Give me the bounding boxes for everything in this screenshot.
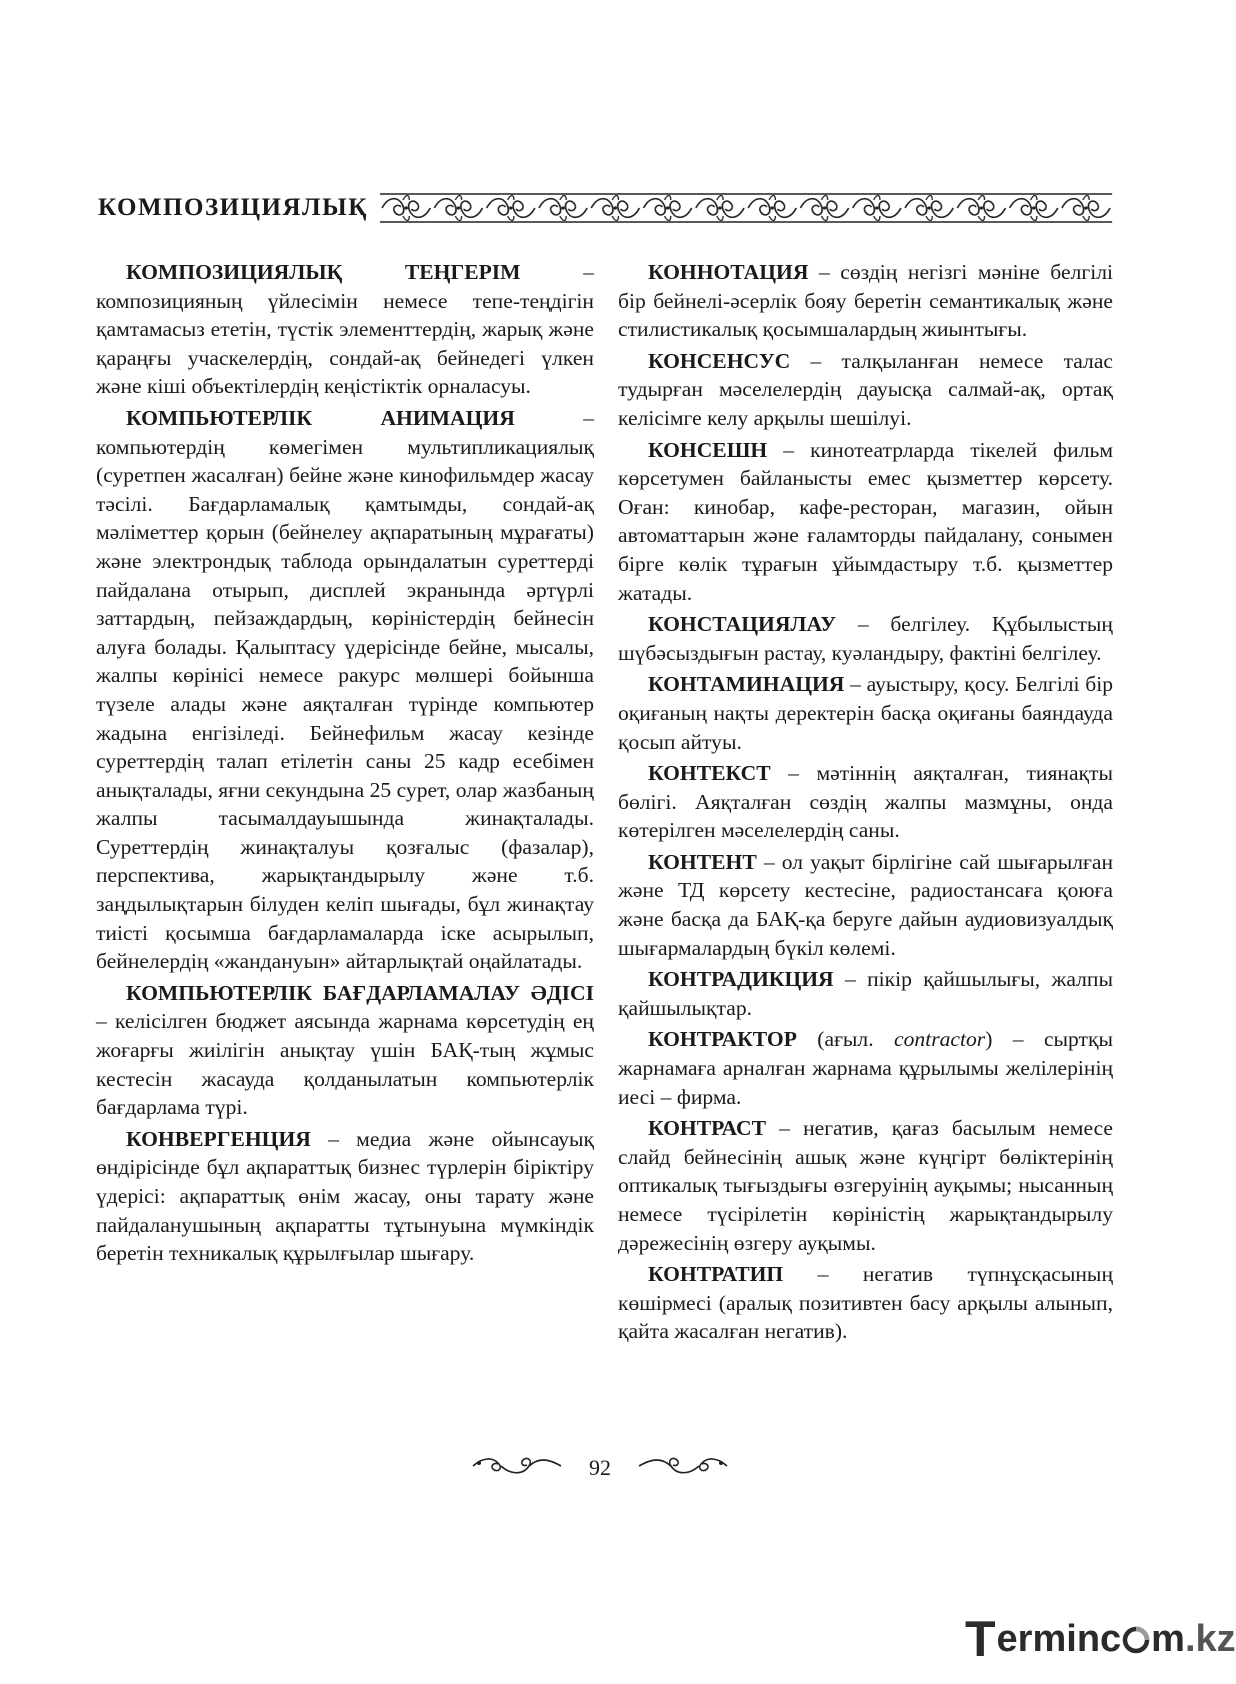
flourish-left-icon [471,1451,563,1486]
termincom-logo-icon [965,1611,1236,1667]
entry-term: КОНТРАСТ [648,1116,767,1141]
dictionary-entry [618,347,1113,433]
entry-term: КОНТРАКТОР [648,1027,797,1052]
dictionary-entry [618,1260,1113,1346]
dictionary-entry [96,404,594,976]
entry-source-prefix: (ағыл. [796,1027,895,1052]
entry-definition: – негатив түпнұсқасының көшірмесі (аралық позитивтен басу арқылы алынып, қайта жасалған негатив). [618,1262,1113,1344]
entry-definition: – келісілген бюджет аясында жарнама көрсетудің ең жоғарғы жиілігін анықтау үшін БАҚ-тың жұмыс кестесін жасауда қолданылатын компьютерлік бағдарлама түрі. [96,1009,594,1120]
entry-definition: – талқыланған немесе талас тудырған мәселелердің дауысқа салмай-ақ, ортақ келісімге келу арқылы шешілуі. [618,348,1113,430]
page-number: 92 [589,1455,611,1480]
entry-term: КОНСЕНСУС [648,348,791,373]
entry-definition: – сөздің негізгі мәніне белгілі бір бейнелі-әсерлік бояу беретін семантикалық және стилистикалық қосымшалардың жиынтығы. [618,260,1113,342]
entry-term: КОННОТАЦИЯ [648,260,809,284]
entry-definition: – белгілеу. Құбылыстың шүбәсыздығын растау, куәландыру, фактіні белгілеу. [618,612,1113,665]
watermark-t: T [965,1611,996,1667]
dictionary-entry [618,436,1113,608]
entry-term: КОНТРАДИКЦИЯ [648,967,834,992]
watermark-domain: .kz [1184,1617,1236,1660]
watermark-text: erminc [996,1617,1122,1660]
entry-term: КОНТЕНТ [648,849,757,874]
watermark-text-m: m [1151,1617,1185,1660]
entry-definition: – ауыстыру, қосу. Белгілі бір оқиғаның нақты деректерін басқа оқиғаны баяндауда қосып айтуы. [618,672,1113,754]
dictionary-entry [96,1125,594,1268]
entry-term: КОМПЬЮТЕРЛІК АНИМАЦИЯ [126,405,515,430]
entry-term: КОНТРАТИП [648,1262,784,1287]
entry-term: КОНТЕКСТ [648,761,771,786]
entry-definition: – медиа және ойынсауық өндірісінде бұл ақпараттық бизнес түрлерін біріктіру үдерісі: ақпараттық өнім жасау, оны тарату және пайдаланушының ақпаратты тұтынуына мүмкіндік беретін техникалық құрылғылар шығару. [96,1126,594,1266]
entry-definition: – композицияның үйлесімін немесе тепе-теңдігін қамтамасыз ететін, түстік элементтердің, жарық және қараңғы учаскелердің, сондай-ақ бейнедегі үлкен және кіші объектілердің кеңістіктік орналасуы. [96,260,594,399]
entry-definition: – негатив, қағаз басылым немесе слайд бейнесінің ашық және күңгірт бөліктерінің оптикалық тығыздығы өзгеруінің ауқымы; нысанның немесе түсірілетін көріністің жарықтандырылу дәрежесінің өзгеру ауқымы. [618,1116,1113,1255]
section-title: КОМПОЗИЦИЯЛЫҚ [98,194,368,221]
entry-term: КОМПОЗИЦИЯЛЫҚ ТЕҢГЕРІМ [126,260,521,284]
dictionary-entry [618,1114,1113,1257]
entry-term: КОМПЬЮТЕРЛІК БАҒДАРЛАМАЛАУ ӘДІСІ [126,980,594,1005]
watermark-o-mark [1121,1618,1151,1661]
dictionary-entry [96,979,594,1122]
dictionary-entry [618,670,1113,756]
decorative-border-icon [380,192,1112,224]
entry-definition: – ол уақыт бірлігіне сай шығарылған және ТД көрсету кестесіне, радиостансаға қоюға және басқа да БАҚ-қа беруге дайын аудиовизуалдық шығармалардың бүкіл көлемі. [618,849,1113,960]
entry-definition: ) – сыртқы жарнамаға арналған жарнама құрылымы желілерінің иесі – фирма. [618,1027,1113,1109]
right-column [618,258,1113,1349]
left-column [96,258,594,1271]
dictionary-entry [618,848,1113,962]
entry-term: КОНСЕШН [648,437,768,462]
dictionary-entry [618,965,1113,1022]
dictionary-entry [618,1025,1113,1111]
dictionary-entry [96,258,594,401]
entry-term: КОНТАМИНАЦИЯ [648,672,845,697]
entry-definition: – мәтіннің аяқталған, тиянақты бөлігі. Аяқталған сөздің жалпы мазмұны, онда көтерілген мәселелердің саны. [618,761,1113,843]
entry-term: КОНВЕРГЕНЦИЯ [126,1126,311,1151]
entry-term: КОНСТАЦИЯЛАУ [648,612,837,637]
entry-definition: – пікір қайшылығы, жалпы қайшылықтар. [618,967,1113,1020]
dictionary-entry [618,759,1113,845]
page-footer [440,1448,760,1488]
flourish-right-icon [637,1451,729,1486]
dictionary-entry [618,258,1113,344]
page-header [98,186,1112,230]
dictionary-entry [618,610,1113,667]
entry-definition: – компьютердің көмегімен мультипликациялық (суретпен жасалған) бейне және кинофильмдер жасау тәсілі. Бағдарламалық қамтымды, сондай-ақ мәліметтер қорын (бейнелеу ақпаратының мұрағаты) және электрондық таблода орындалатын суреттерді пайдалана отырып, дисплей экранында әртүрлі заттардың, пейзаждардың, көріністердің бейнесін алуға болады. Қалыптасу үдерісінде бейне, мысалы, жалпы көрінісі немесе ракурс мөлшері бойынша түзеле алады және аяқталған түрінде компьютер жадына енгізіледі. Бейнефильм жасау кезінде суреттердің талап етілетін саны 25 кадр есебімен анықталады, яғни секундына 25 сурет, олар жазбаның жалпы тасымалдауышында жинақталады. Суреттердің жинақталуы қозғалыс (фазалар), перспектива, жарықтандырылу және т.б. заңдылықтарын білуден келіп шығады, бұл жинақтау тиісті қосымша бағдарламаларда іске асырылып, бейнелердің «жандануын» айтарлықтай оңайлатады. [96,405,594,974]
entry-definition: – кинотеатрларда тікелей фильм көрсетумен байланысты емес қызметтер көрсету. Оған: кинобар, кафе-ресторан, магазин, ойын автоматтарын және ғаламторды пайдалану, сонымен бірге көлік тұрағын ұйымдастыру т.б. қызметтер жатады. [618,437,1113,605]
entry-source-word: contractor [894,1027,986,1052]
